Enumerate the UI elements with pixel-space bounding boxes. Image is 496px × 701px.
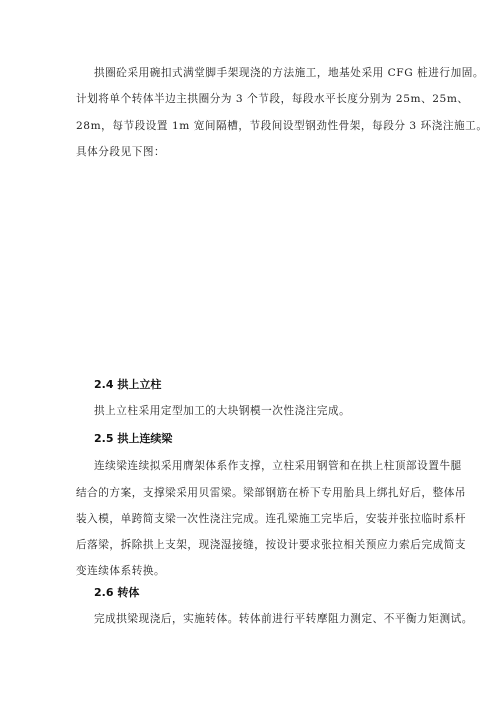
intro-line-4: 具体分段见下图： [76,146,166,158]
segment-figure-area [76,168,422,368]
intro-line-2: 计划将单个转体半边主拱圈分为 3 个节段，每段水平长度分别为 25m、25m、 [76,93,469,105]
section-2-5-line-2: 结合的方案，支撑梁采用贝雷梁。梁部钢筋在桥下专用胎具上绑扎好后，整体吊 [76,487,467,499]
section-2-5-line-4: 后落梁，拆除拱上支架，现浇湿接缝，按设计要求张拉相关预应力索后完成简支 [76,539,467,551]
section-2-5-line-5: 变连续体系转换。 [76,565,166,577]
section-2-5-line-1: 连续梁连续拟采用膺架体系作支撑，立柱采用钢管和在拱上柱顶部设置牛腿 [94,460,462,472]
section-2-5-line-3: 装入模，单跨简支梁一次性浇注完成。连孔梁施工完毕后，安装并张拉临时系杆 [76,513,467,525]
section-2-6-heading: 2.6 转体 [94,586,140,599]
section-2-6-line-1: 完成拱梁现浇后，实施转体。转体前进行平转摩阻力测定、不平衡力矩测试。 [94,613,473,625]
section-2-4-heading: 2.4 拱上立柱 [94,378,162,391]
section-2-4-line-1: 拱上立柱采用定型加工的大块钢模一次性浇注完成。 [94,405,351,417]
intro-line-1: 拱圈砼采用碗扣式满堂脚手架现浇的方法施工，地基处采用 CFG 桩进行加固。 [94,67,485,79]
intro-line-3: 28m，每节段设置 1m 宽间隔槽，节段间设型钢劲性骨架，每段分 3 环浇注施工。 [76,120,488,132]
section-2-5-heading: 2.5 拱上连续梁 [94,432,173,445]
